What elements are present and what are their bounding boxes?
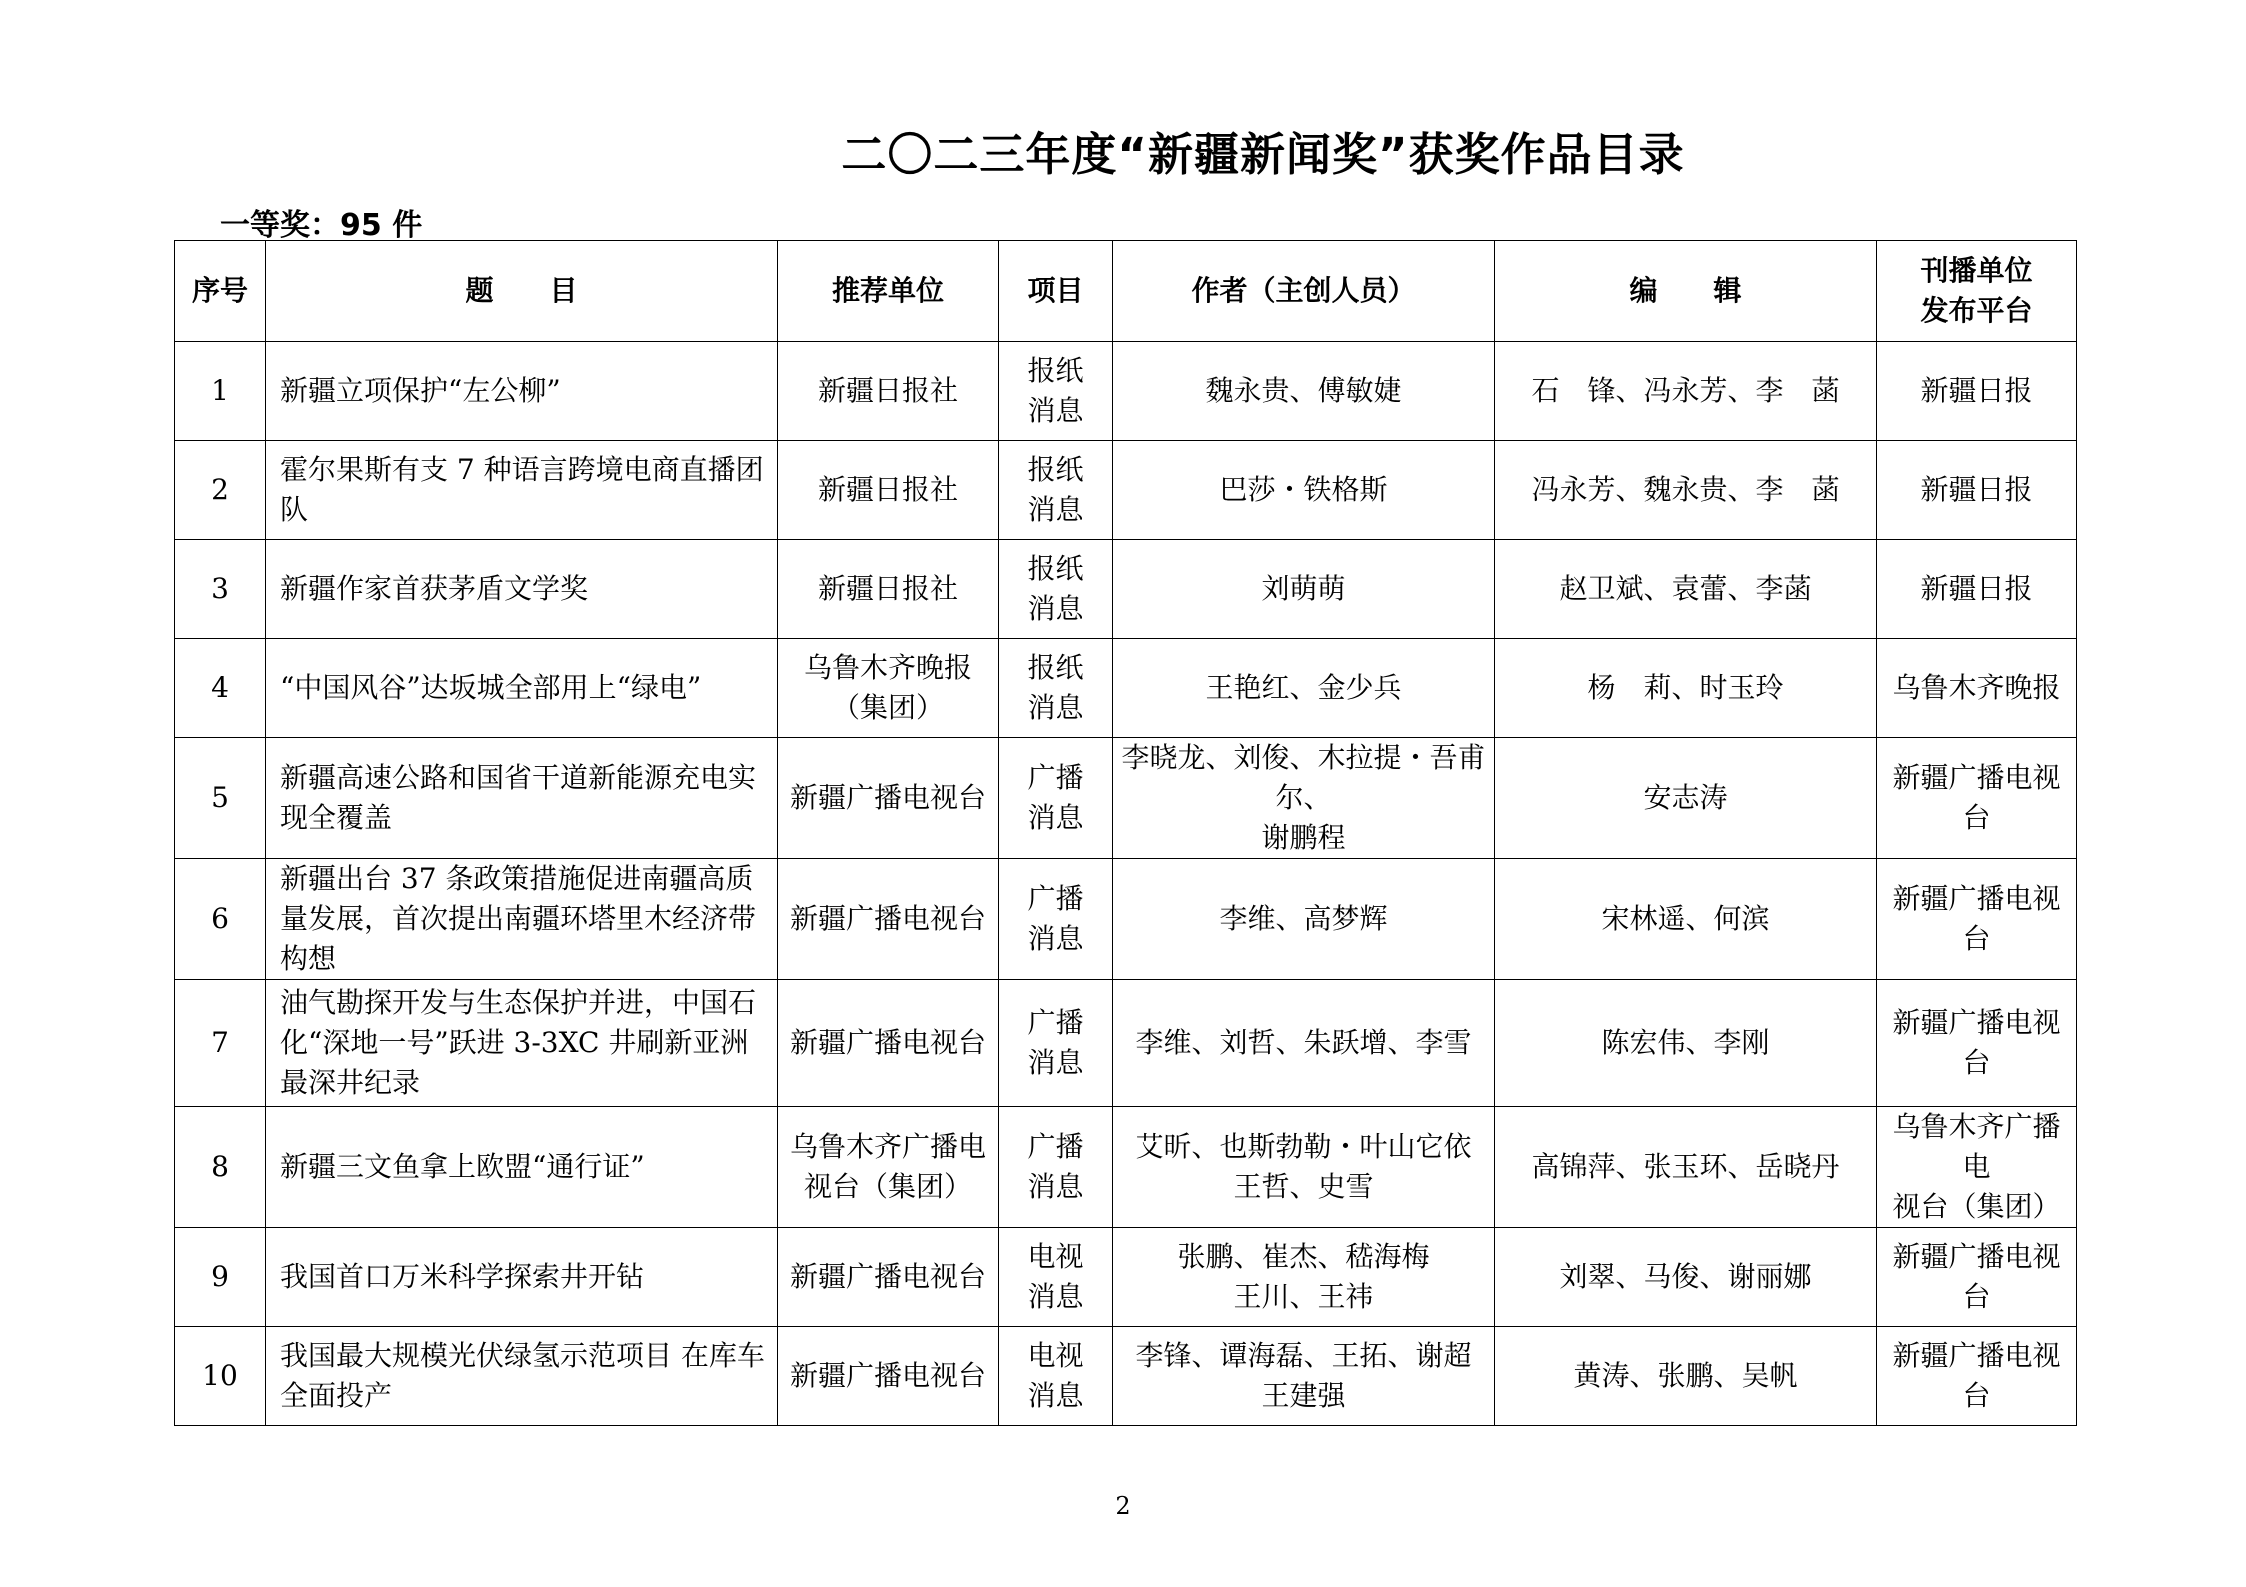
cell-platform: 新疆日报 [1877, 441, 2077, 540]
cell-editor: 冯永芳、魏永贵、李 菡 [1495, 441, 1877, 540]
header-editor: 编 辑 [1495, 241, 1877, 342]
awards-table [174, 240, 2077, 1426]
table-row [175, 1228, 2077, 1327]
cell-author: 刘萌萌 [1113, 540, 1495, 639]
table-row [175, 859, 2077, 980]
cell-unit: 新疆广播电视台 [778, 738, 999, 859]
cell-author: 张鹏、崔杰、嵇海梅 王川、王祎 [1113, 1228, 1495, 1327]
cell-item: 报纸 消息 [999, 342, 1113, 441]
cell-unit: 乌鲁木齐晚报 （集团） [778, 639, 999, 738]
cell-platform: 新疆广播电视台 [1877, 738, 2077, 859]
table-row [175, 540, 2077, 639]
cell-editor: 宋林遥、何滨 [1495, 859, 1877, 980]
header-title: 题 目 [266, 241, 778, 342]
cell-author: 李维、刘哲、朱跃增、李雪 [1113, 980, 1495, 1107]
cell-platform: 新疆广播电视台 [1877, 1327, 2077, 1426]
cell-no: 4 [175, 639, 266, 738]
page-title: 二〇二三年度“新疆新闻奖”获奖作品目录 [841, 128, 1685, 181]
cell-item: 报纸 消息 [999, 540, 1113, 639]
cell-editor: 刘翠、马俊、谢丽娜 [1495, 1228, 1877, 1327]
cell-no: 5 [175, 738, 266, 859]
table-row [175, 738, 2077, 859]
cell-unit: 乌鲁木齐广播电 视台（集团） [778, 1107, 999, 1228]
cell-platform: 乌鲁木齐晚报 [1877, 639, 2077, 738]
cell-editor: 黄涛、张鹏、吴帆 [1495, 1327, 1877, 1426]
cell-unit: 新疆日报社 [778, 342, 999, 441]
cell-title: “中国风谷”达坂城全部用上“绿电” [266, 639, 778, 738]
cell-unit: 新疆广播电视台 [778, 1228, 999, 1327]
cell-platform: 乌鲁木齐广播电 视台（集团） [1877, 1107, 2077, 1228]
cell-author: 李维、高梦辉 [1113, 859, 1495, 980]
header-no: 序号 [175, 241, 266, 342]
table-row [175, 1327, 2077, 1426]
table-row [175, 342, 2077, 441]
cell-title: 新疆三文鱼拿上欧盟“通行证” [266, 1107, 778, 1228]
cell-editor: 杨 莉、时玉玲 [1495, 639, 1877, 738]
cell-platform: 新疆广播电视台 [1877, 1228, 2077, 1327]
cell-no: 6 [175, 859, 266, 980]
header-platform: 刊播单位 发布平台 [1877, 241, 2077, 342]
cell-platform: 新疆日报 [1877, 540, 2077, 639]
cell-title: 新疆立项保护“左公柳” [266, 342, 778, 441]
cell-item: 广播 消息 [999, 980, 1113, 1107]
cell-item: 广播 消息 [999, 859, 1113, 980]
cell-author: 魏永贵、傅敏婕 [1113, 342, 1495, 441]
cell-unit: 新疆广播电视台 [778, 1327, 999, 1426]
cell-title: 新疆高速公路和国省干道新能源充电实现全覆盖 [266, 738, 778, 859]
table-row [175, 980, 2077, 1107]
cell-title: 油气勘探开发与生态保护并进，中国石化“深地一号”跃进 3-3XC 井刷新亚洲最深井纪录 [266, 980, 778, 1107]
cell-title: 新疆出台 37 条政策措施促进南疆高质量发展，首次提出南疆环塔里木经济带构想 [266, 859, 778, 980]
header-author: 作者（主创人员） [1113, 241, 1495, 342]
cell-no: 1 [175, 342, 266, 441]
cell-title: 霍尔果斯有支 7 种语言跨境电商直播团队 [266, 441, 778, 540]
cell-platform: 新疆日报 [1877, 342, 2077, 441]
table-row [175, 441, 2077, 540]
cell-editor: 安志涛 [1495, 738, 1877, 859]
cell-item: 广播 消息 [999, 1107, 1113, 1228]
cell-author: 王艳红、金少兵 [1113, 639, 1495, 738]
cell-author: 李锋、谭海磊、王拓、谢超 王建强 [1113, 1327, 1495, 1426]
cell-unit: 新疆广播电视台 [778, 980, 999, 1107]
cell-item: 报纸 消息 [999, 639, 1113, 738]
cell-no: 10 [175, 1327, 266, 1426]
cell-editor: 高锦萍、张玉环、岳晓丹 [1495, 1107, 1877, 1228]
cell-item: 电视 消息 [999, 1327, 1113, 1426]
cell-no: 3 [175, 540, 266, 639]
award-count: 一等奖：95 件 [220, 208, 423, 243]
cell-no: 2 [175, 441, 266, 540]
table-header-row [175, 241, 2077, 342]
header-unit: 推荐单位 [778, 241, 999, 342]
cell-no: 7 [175, 980, 266, 1107]
cell-item: 电视 消息 [999, 1228, 1113, 1327]
cell-editor: 石 锋、冯永芳、李 菡 [1495, 342, 1877, 441]
page-number: 2 [1115, 1492, 1131, 1520]
cell-title: 新疆作家首获茅盾文学奖 [266, 540, 778, 639]
cell-author: 李晓龙、刘俊、木拉提・吾甫尔、 谢鹏程 [1113, 738, 1495, 859]
cell-platform: 新疆广播电视台 [1877, 859, 2077, 980]
cell-title: 我国首口万米科学探索井开钻 [266, 1228, 778, 1327]
cell-unit: 新疆日报社 [778, 441, 999, 540]
cell-item: 报纸 消息 [999, 441, 1113, 540]
table-body [175, 342, 2077, 1426]
cell-unit: 新疆日报社 [778, 540, 999, 639]
cell-unit: 新疆广播电视台 [778, 859, 999, 980]
cell-editor: 陈宏伟、李刚 [1495, 980, 1877, 1107]
header-item: 项目 [999, 241, 1113, 342]
table-row [175, 1107, 2077, 1228]
cell-author: 巴莎・铁格斯 [1113, 441, 1495, 540]
cell-item: 广播 消息 [999, 738, 1113, 859]
table-row [175, 639, 2077, 738]
cell-platform: 新疆广播电视台 [1877, 980, 2077, 1107]
cell-title: 我国最大规模光伏绿氢示范项目 在库车全面投产 [266, 1327, 778, 1426]
cell-author: 艾昕、也斯勃勒・叶山它依 王哲、史雪 [1113, 1107, 1495, 1228]
cell-no: 9 [175, 1228, 266, 1327]
cell-no: 8 [175, 1107, 266, 1228]
cell-editor: 赵卫斌、袁蕾、李菡 [1495, 540, 1877, 639]
